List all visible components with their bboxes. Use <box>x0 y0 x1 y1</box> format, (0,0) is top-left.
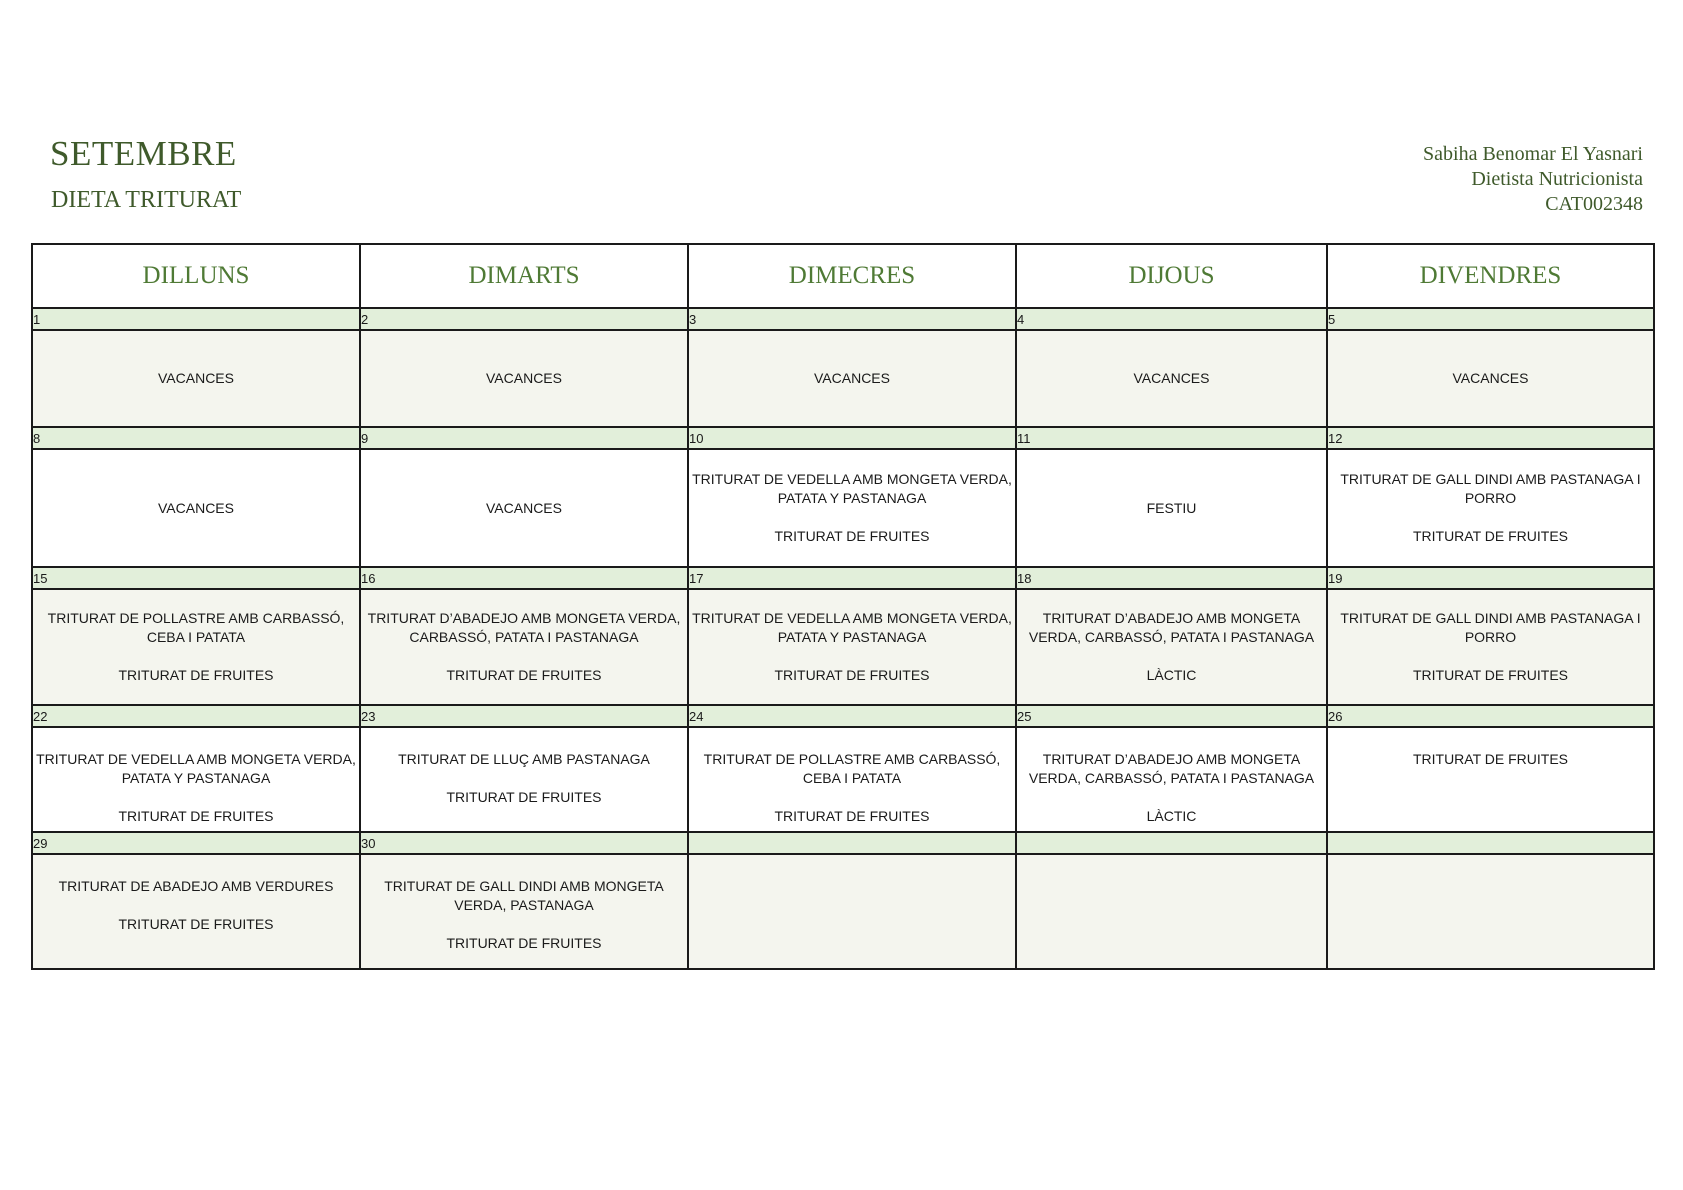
menu-cell <box>1327 589 1654 705</box>
day-number <box>1327 832 1654 854</box>
day-number: 18 <box>1016 567 1327 589</box>
menu-cell <box>1327 330 1654 427</box>
day-number: 30 <box>360 832 688 854</box>
day-number: 29 <box>32 832 360 854</box>
menu-main: TRITURAT DE GALL DINDI AMB PASTANAGA I PORRO <box>1340 610 1641 645</box>
author-block <box>1423 142 1643 217</box>
menu-calendar <box>31 243 1655 970</box>
menu-main: TRITURAT DE VEDELLA AMB MONGETA VERDA, PATATA Y PASTANAGA <box>692 471 1012 506</box>
menu-cell <box>32 727 360 832</box>
menu-extra: LÀCTIC <box>1146 667 1197 683</box>
menu-row <box>32 449 1654 567</box>
menu-extra: TRITURAT DE FRUITES <box>118 667 274 683</box>
day-number: 16 <box>360 567 688 589</box>
menu-main: VACANCES <box>486 499 562 516</box>
menu-cell <box>688 727 1016 832</box>
menu-cell <box>32 330 360 427</box>
menu-extra: LÀCTIC <box>1146 808 1197 824</box>
menu-cell <box>1327 727 1654 832</box>
menu-extra: TRITURAT DE FRUITES <box>446 789 602 805</box>
day-number <box>1016 832 1327 854</box>
day-number: 5 <box>1327 308 1654 330</box>
weekday-header: DIVENDRES <box>1327 244 1654 308</box>
menu-cell <box>32 854 360 969</box>
menu-extra: TRITURAT DE FRUITES <box>1412 667 1569 683</box>
day-number: 3 <box>688 308 1016 330</box>
page-subtitle: DIETA TRITURAT <box>51 187 242 213</box>
menu-cell <box>688 589 1016 705</box>
menu-cell <box>1016 330 1327 427</box>
menu-extra: TRITURAT DE FRUITES <box>118 916 274 932</box>
menu-cell-empty <box>688 854 1016 969</box>
menu-row <box>32 589 1654 705</box>
menu-row <box>32 330 1654 427</box>
menu-cell <box>688 330 1016 427</box>
page-title: SETEMBRE <box>50 134 237 173</box>
author-role: Dietista Nutricionista <box>1471 168 1643 190</box>
menu-cell <box>688 449 1016 567</box>
menu-cell <box>1016 727 1327 832</box>
menu-main: TRITURAT D’ABADEJO AMB MONGETA VERDA, CARBASSÓ, PATATA I PASTANAGA <box>1028 751 1315 786</box>
day-number: 19 <box>1327 567 1654 589</box>
menu-cell <box>360 589 688 705</box>
menu-cell <box>360 330 688 427</box>
day-number-row <box>32 308 1654 330</box>
day-number: 9 <box>360 427 688 449</box>
menu-extra: TRITURAT DE FRUITES <box>118 808 274 824</box>
menu-extra: TRITURAT DE FRUITES <box>1412 528 1569 544</box>
day-number <box>688 832 1016 854</box>
day-number: 24 <box>688 705 1016 727</box>
menu-main: TRITURAT DE POLLASTRE AMB CARBASSÓ, CEBA I PATATA <box>703 751 1001 786</box>
author-name: Sabiha Benomar El Yasnari <box>1423 143 1643 165</box>
day-number: 4 <box>1016 308 1327 330</box>
menu-main: VACANCES <box>158 370 234 386</box>
day-number-row <box>32 832 1654 854</box>
day-number-row <box>32 427 1654 449</box>
menu-main: VACANCES <box>486 370 562 386</box>
menu-extra: TRITURAT DE FRUITES <box>446 667 602 683</box>
menu-main: TRITURAT DE LLUÇ AMB PASTANAGA <box>398 751 650 767</box>
menu-extra: TRITURAT DE FRUITES <box>446 935 602 951</box>
menu-main: TRITURAT DE VEDELLA AMB MONGETA VERDA, PATATA Y PASTANAGA <box>36 751 356 786</box>
menu-cell-empty <box>1016 854 1327 969</box>
menu-main: TRITURAT DE GALL DINDI AMB PASTANAGA I PORRO <box>1340 471 1641 506</box>
day-number: 23 <box>360 705 688 727</box>
menu-main: TRITURAT D’ABADEJO AMB MONGETA VERDA, CARBASSÓ, PATATA I PASTANAGA <box>367 610 681 645</box>
weekday-header-row <box>32 244 1654 308</box>
menu-main: TRITURAT DE POLLASTRE AMB CARBASSÓ, CEBA I PATATA <box>47 610 345 645</box>
day-number: 25 <box>1016 705 1327 727</box>
menu-main: VACANCES <box>814 370 890 386</box>
weekday-header: DILLUNS <box>32 244 360 308</box>
menu-cell <box>32 589 360 705</box>
day-number: 11 <box>1016 427 1327 449</box>
menu-main: TRITURAT DE GALL DINDI AMB MONGETA VERDA, PASTANAGA <box>384 878 664 913</box>
menu-cell <box>32 449 360 567</box>
menu-extra: TRITURAT DE FRUITES <box>774 528 930 544</box>
day-number: 1 <box>32 308 360 330</box>
menu-main: VACANCES <box>1133 370 1210 386</box>
day-number: 2 <box>360 308 688 330</box>
menu-cell <box>1016 589 1327 705</box>
menu-extra: TRITURAT DE FRUITES <box>774 667 930 683</box>
menu-main: TRITURAT D’ABADEJO AMB MONGETA VERDA, CARBASSÓ, PATATA I PASTANAGA <box>1028 610 1315 645</box>
weekday-header: DIMARTS <box>360 244 688 308</box>
weekday-header: DIJOUS <box>1016 244 1327 308</box>
day-number-row <box>32 705 1654 727</box>
menu-main: VACANCES <box>1452 370 1529 386</box>
weekday-header: DIMECRES <box>688 244 1016 308</box>
day-number: 17 <box>688 567 1016 589</box>
author-id: CAT002348 <box>1545 193 1643 215</box>
menu-extra: TRITURAT DE FRUITES <box>774 808 930 824</box>
menu-cell <box>360 854 688 969</box>
menu-cell <box>360 449 688 567</box>
menu-cell <box>360 727 688 832</box>
menu-cell <box>1327 449 1654 567</box>
menu-main: TRITURAT DE FRUITES <box>1412 751 1569 767</box>
day-number: 15 <box>32 567 360 589</box>
day-number: 8 <box>32 427 360 449</box>
menu-main: FESTIU <box>1146 499 1197 516</box>
day-number: 10 <box>688 427 1016 449</box>
menu-main: VACANCES <box>158 499 234 516</box>
menu-cell <box>1016 449 1327 567</box>
day-number-row <box>32 567 1654 589</box>
menu-row <box>32 854 1654 969</box>
menu-row <box>32 727 1654 832</box>
day-number: 12 <box>1327 427 1654 449</box>
day-number: 26 <box>1327 705 1654 727</box>
menu-main: TRITURAT DE ABADEJO AMB VERDURES <box>58 878 334 894</box>
menu-cell-empty <box>1327 854 1654 969</box>
day-number: 22 <box>32 705 360 727</box>
menu-main: TRITURAT DE VEDELLA AMB MONGETA VERDA, PATATA Y PASTANAGA <box>692 610 1012 645</box>
